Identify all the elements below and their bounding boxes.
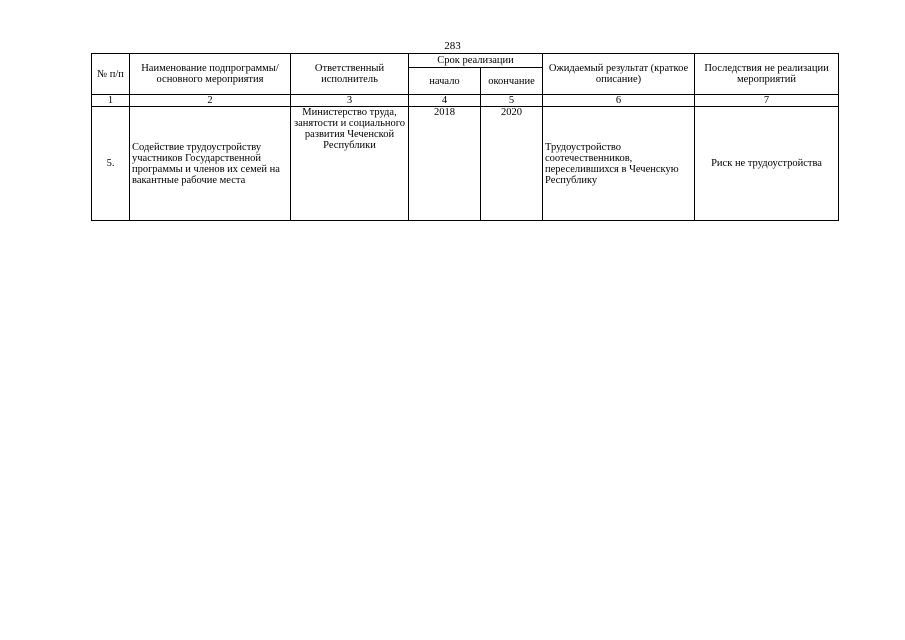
row-consequences: Риск не трудоустройства xyxy=(695,107,839,221)
header-name: Наименование подпрограммы/ основного мероприятия xyxy=(130,54,291,95)
column-number: 7 xyxy=(695,95,839,107)
row-name: Содействие трудоустройству участников Государственной программы и членов их семей на вакантные рабочие места xyxy=(130,107,291,221)
column-number: 6 xyxy=(543,95,695,107)
header-term-start: начало xyxy=(409,68,481,95)
column-number-row xyxy=(92,95,839,107)
table-row xyxy=(92,107,839,221)
row-start: 2018 xyxy=(409,107,481,221)
header-num: № п/п xyxy=(92,54,130,95)
header-result: Ожидаемый результат (краткое описание) xyxy=(543,54,695,95)
column-number: 1 xyxy=(92,95,130,107)
header-consequences: Последствия не реализации мероприятий xyxy=(695,54,839,95)
header-term-end: окончание xyxy=(481,68,543,95)
column-number: 3 xyxy=(291,95,409,107)
row-result: Трудоустройство соотечественников, переселившихся в Чеченскую Республику xyxy=(543,107,695,221)
row-end: 2020 xyxy=(481,107,543,221)
column-number: 4 xyxy=(409,95,481,107)
page-number: 283 xyxy=(444,40,461,52)
column-number: 2 xyxy=(130,95,291,107)
header-executor: Ответственный исполнитель xyxy=(291,54,409,95)
row-num: 5. xyxy=(92,107,130,221)
program-table xyxy=(91,53,839,221)
column-number: 5 xyxy=(481,95,543,107)
header-term: Срок реализации xyxy=(409,54,543,68)
row-executor: Министерство труда, занятости и социального развития Чеченской Республики xyxy=(291,107,409,221)
